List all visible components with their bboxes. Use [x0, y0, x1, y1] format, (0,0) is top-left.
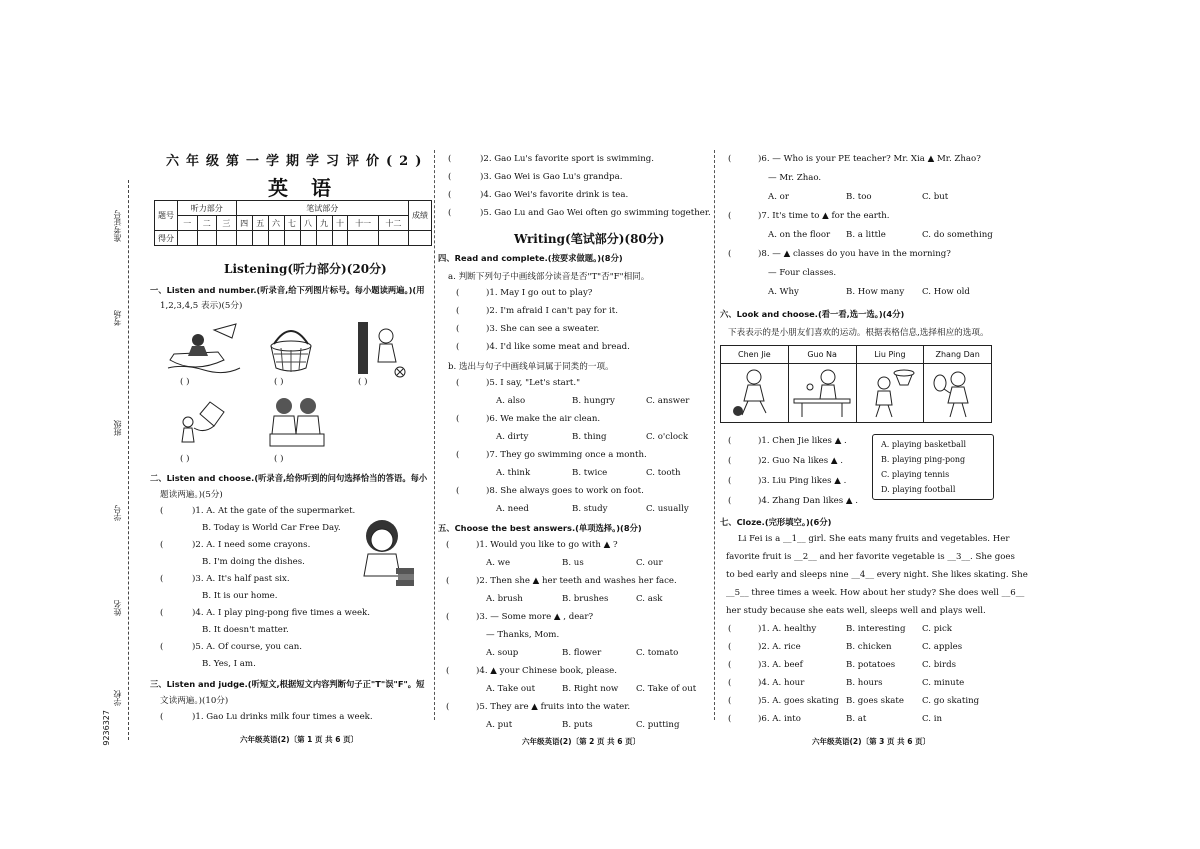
s5-q3-a: A. soup	[486, 648, 519, 658]
score-num: 五	[252, 216, 268, 231]
s6-q3: )3. Liu Ping likes ▲ .	[758, 476, 847, 486]
girl-with-headphones-picture	[350, 516, 420, 592]
s7-q5-a: )5. A. goes skating	[758, 696, 839, 706]
s2-q1-paren[interactable]: (	[160, 506, 164, 516]
s6-q1-paren[interactable]: (	[728, 436, 732, 446]
s4-part-a-heading: a. 判断下列句子中画线部分读音是否"T"否"F"相同。	[448, 272, 650, 282]
page-footer-2: 六年级英语(2)〔第 2 页 共 6 页〕	[522, 737, 641, 746]
s3-q3-paren[interactable]: (	[448, 172, 452, 182]
s2-q4-option-a: )4. A. I play ping-pong five times a week.	[192, 608, 370, 618]
s4-q4-paren[interactable]: (	[456, 342, 460, 352]
score-cell[interactable]	[217, 231, 237, 246]
s2-q3-option-b: B. It is our home.	[202, 591, 278, 601]
s2-q1-option-b: B. Today is World Car Free Day.	[202, 523, 341, 533]
s4-q7-a: A. think	[496, 468, 531, 478]
s7-q5-b: B. goes skate	[846, 696, 904, 706]
sports-option-d: D. playing football	[881, 485, 956, 494]
cloze-line-4: __5__ three times a week. How about her study? She does well __6__	[726, 588, 1025, 598]
s4-q8-c: C. usually	[646, 504, 689, 514]
score-cell[interactable]	[252, 231, 268, 246]
s7-q3-c: C. birds	[922, 660, 957, 670]
s7-q1-c: C. pick	[922, 624, 953, 634]
basketball-picture	[856, 364, 924, 423]
s2-q2-option-a: )2. A. I need some crayons.	[192, 540, 311, 550]
name-label: 姓名	[113, 600, 122, 616]
section-4-heading: 四、Read and complete.(按要求做题。)(8分)	[438, 253, 623, 263]
class-label: 班级	[113, 420, 122, 436]
s4-q1-paren[interactable]: (	[456, 288, 460, 298]
s7-q4-a: )4. A. hour	[758, 678, 805, 688]
s7-q3-paren[interactable]: (	[728, 660, 732, 670]
score-cell[interactable]	[316, 231, 332, 246]
boat-picture	[164, 316, 244, 376]
s5-q1-b: B. us	[562, 558, 584, 568]
s5-q4-paren[interactable]: (	[446, 666, 450, 676]
school-label: 学校	[113, 690, 122, 706]
section-7-heading: 七、Cloze.(完形填空。)(6分)	[720, 517, 832, 527]
section-6-heading: 六、Look and choose.(看一看,选一选。)(4分)	[720, 309, 905, 319]
column-divider	[714, 150, 715, 720]
s5-q8: )8. — ▲ classes do you have in the morning?	[758, 249, 951, 259]
tennis-picture	[924, 364, 992, 423]
answer-blank[interactable]: ( )	[180, 454, 190, 464]
tree-planting-picture	[350, 318, 410, 378]
s6-q3-paren[interactable]: (	[728, 476, 732, 486]
s4-q6: )6. We make the air clean.	[486, 414, 601, 424]
s2-q5-option-b: B. Yes, I am.	[202, 659, 256, 669]
exam-room-label: 考场	[113, 310, 122, 326]
s4-q7: )7. They go swimming once a month.	[486, 450, 647, 460]
s5-q2-b: B. brushes	[562, 594, 609, 604]
s3-q2-paren[interactable]: (	[448, 154, 452, 164]
s7-q1-b: B. interesting	[846, 624, 906, 634]
s5-q8-paren[interactable]: (	[728, 249, 732, 259]
score-cell[interactable]	[300, 231, 316, 246]
s5-q4-b: B. Right now	[562, 684, 619, 694]
s7-q4-b: B. hours	[846, 678, 883, 688]
section-1-heading: 一、Listen and number.(听录音,给下列图片标号。每小题读两遍。)(用	[150, 285, 425, 295]
s7-q1-a: )1. A. healthy	[758, 624, 817, 634]
s4-q4: )4. I'd like some meat and bread.	[486, 342, 630, 352]
score-num: 十二	[378, 216, 408, 231]
answer-blank[interactable]: ( )	[274, 454, 284, 464]
s4-q5-paren[interactable]: (	[456, 378, 460, 388]
name-liu-ping: Liu Ping	[856, 346, 924, 364]
s3-q2: )2. Gao Lu's favorite sport is swimming.	[480, 154, 654, 164]
column-divider	[434, 150, 435, 720]
s5-q1-c: C. our	[636, 558, 663, 568]
s5-q8-a: A. Why	[768, 287, 799, 297]
s3-q5-paren[interactable]: (	[448, 208, 452, 218]
s4-q8-a: A. need	[496, 504, 529, 514]
s4-q8: )8. She always goes to work on foot.	[486, 486, 644, 496]
serial-number: 9236327	[102, 710, 111, 746]
s5-q5-paren[interactable]: (	[446, 702, 450, 712]
score-cell[interactable]	[178, 231, 198, 246]
page-footer-3: 六年级英语(2)〔第 3 页 共 6 页〕	[812, 737, 931, 746]
s4-q3: )3. She can see a sweater.	[486, 324, 600, 334]
s5-q3: )3. — Some more ▲ , dear?	[476, 612, 594, 622]
writing-title: Writing(笔试部分)(80分)	[514, 232, 665, 246]
score-head-total: 成绩	[409, 201, 432, 231]
section-5-heading: 五、Choose the best answers.(单项选择。)(8分)	[438, 523, 642, 533]
s5-q3-c: C. tomato	[636, 648, 679, 658]
s6-q2-paren[interactable]: (	[728, 456, 732, 466]
s5-q4: )4. ▲ your Chinese book, please.	[476, 666, 617, 676]
score-num: 十一	[348, 216, 378, 231]
score-num: 一	[178, 216, 198, 231]
s5-q7-a: A. on the floor	[768, 230, 831, 240]
ping-pong-picture	[788, 364, 856, 423]
s5-q8-b: B. How many	[846, 287, 905, 297]
s6-q1: )1. Chen Jie likes ▲ .	[758, 436, 847, 446]
s2-q5-paren[interactable]: (	[160, 642, 164, 652]
subject-title: 英 语	[268, 176, 339, 200]
s5-q8-c: C. How old	[922, 287, 970, 297]
s5-q7-c: C. do something	[922, 230, 993, 240]
cloze-line-3: to bed early and sleeps nine __4__ every night. She likes skating. She	[726, 570, 1028, 580]
s5-q6-reply: — Mr. Zhao.	[768, 173, 822, 183]
sports-option-b: B. playing ping-pong	[881, 455, 966, 464]
dashed-cut-line	[128, 180, 129, 740]
s7-q2-b: B. chicken	[846, 642, 892, 652]
s4-q3-paren[interactable]: (	[456, 324, 460, 334]
s5-q3-reply: — Thanks, Mom.	[486, 630, 560, 640]
score-num: 三	[217, 216, 237, 231]
s5-q6: )6. — Who is your PE teacher? Mr. Xia ▲ Mr. Zhao?	[758, 154, 981, 164]
cloze-line-1: Li Fei is a __1__ girl. She eats many fruits and vegetables. Her	[738, 534, 1010, 544]
s5-q7-b: B. a little	[846, 230, 886, 240]
s4-q8-b: B. study	[572, 504, 608, 514]
s7-q1-paren[interactable]: (	[728, 624, 732, 634]
score-num: 六	[268, 216, 284, 231]
s7-q4-c: C. minute	[922, 678, 965, 688]
s7-q4-paren[interactable]: (	[728, 678, 732, 688]
s7-q6-b: B. at	[846, 714, 867, 724]
s4-part-b-heading: b. 选出与句子中画线单词属于同类的一项。	[448, 362, 614, 372]
s5-q3-b: B. flower	[562, 648, 602, 658]
s6-q4-paren[interactable]: (	[728, 496, 732, 506]
s7-q6-c: C. in	[922, 714, 943, 724]
s2-q3-option-a: )3. A. It's half past six.	[192, 574, 290, 584]
listening-title: Listening(听力部分)(20分)	[224, 262, 387, 276]
s7-q5-paren[interactable]: (	[728, 696, 732, 706]
s3-q4: )4. Gao Wei's favorite drink is tea.	[480, 190, 629, 200]
s4-q7-b: B. twice	[572, 468, 608, 478]
football-picture	[721, 364, 789, 423]
s3-q3: )3. Gao Wei is Gao Lu's grandpa.	[480, 172, 623, 182]
s4-q7-paren[interactable]: (	[456, 450, 460, 460]
s5-q2-c: C. ask	[636, 594, 663, 604]
score-num: 四	[236, 216, 252, 231]
s5-q5-a: A. put	[486, 720, 513, 730]
s2-q2-paren[interactable]: (	[160, 540, 164, 550]
s2-q5-option-a: )5. A. Of course, you can.	[192, 642, 302, 652]
page-footer-1: 六年级英语(2)〔第 1 页 共 6 页〕	[240, 735, 359, 744]
score-head-score: 得分	[155, 231, 178, 246]
s4-q5-a: A. also	[496, 396, 526, 406]
score-cell[interactable]	[197, 231, 217, 246]
s5-q3-paren[interactable]: (	[446, 612, 450, 622]
sports-options-box	[872, 434, 994, 500]
s7-q5-c: C. go skating	[922, 696, 980, 706]
s4-q6-b: B. thing	[572, 432, 607, 442]
name-chen-jie: Chen Jie	[721, 346, 789, 364]
s4-q5-c: C. answer	[646, 396, 690, 406]
sports-option-a: A. playing basketball	[881, 440, 967, 449]
s7-q2-c: C. apples	[922, 642, 963, 652]
s7-q2-a: )2. A. rice	[758, 642, 801, 652]
basket-picture	[264, 320, 318, 376]
s7-q3-a: )3. A. beef	[758, 660, 803, 670]
s5-q6-a: A. or	[768, 192, 789, 202]
s4-q6-a: A. dirty	[496, 432, 529, 442]
score-cell[interactable]	[236, 231, 252, 246]
s5-q6-paren[interactable]: (	[728, 154, 732, 164]
s5-q5-c: C. putting	[636, 720, 680, 730]
score-cell[interactable]	[332, 231, 348, 246]
score-num: 十	[332, 216, 348, 231]
s5-q2-a: A. brush	[486, 594, 523, 604]
s5-q7: )7. It's time to ▲ for the earth.	[758, 211, 890, 221]
s2-q1-option-a: )1. A. At the gate of the supermarket.	[192, 506, 356, 516]
score-cell[interactable]	[409, 231, 432, 246]
student-number-label: 学号	[113, 505, 122, 521]
s5-q6-b: B. too	[846, 192, 872, 202]
s5-q6-c: C. but	[922, 192, 949, 202]
s2-q4-option-b: B. It doesn't matter.	[202, 625, 289, 635]
section-3-heading: 三、Listen and judge.(听短文,根据短文内容判断句子正"T"误"F"。短	[150, 679, 425, 689]
answer-blank[interactable]: ( )	[358, 377, 368, 387]
s4-q5: )5. I say, "Let's start."	[486, 378, 581, 388]
s4-q2-paren[interactable]: (	[456, 306, 460, 316]
s3-q4-paren[interactable]: (	[448, 190, 452, 200]
s2-q2-option-b: B. I'm doing the dishes.	[202, 557, 305, 567]
score-cell[interactable]	[268, 231, 284, 246]
section-3-heading-cont: 文读两遍。)(10分)	[160, 696, 229, 706]
s5-q5: )5. They are ▲ fruits into the water.	[476, 702, 631, 712]
s4-q7-c: C. tooth	[646, 468, 681, 478]
score-cell[interactable]	[348, 231, 378, 246]
s5-q1-a: A. we	[486, 558, 511, 568]
s5-q1-paren[interactable]: (	[446, 540, 450, 550]
s4-q1: )1. May I go out to play?	[486, 288, 593, 298]
s2-q3-paren[interactable]: (	[160, 574, 164, 584]
score-num: 二	[197, 216, 217, 231]
score-cell[interactable]	[284, 231, 300, 246]
cloze-line-5: her study because she eats well, sleeps well and plays well.	[726, 606, 986, 616]
cloze-line-2: favorite fruit is __2__ and her favorite vegetable is __3__. She goes	[726, 552, 1015, 562]
s6-q4: )4. Zhang Dan likes ▲ .	[758, 496, 858, 506]
score-head-writing: 笔试部分	[236, 201, 408, 216]
sports-option-c: C. playing tennis	[881, 470, 950, 479]
s3-q5: )5. Gao Lu and Gao Wei often go swimming together.	[480, 208, 711, 218]
s5-q4-a: A. Take out	[486, 684, 536, 694]
name-zhang-dan: Zhang Dan	[924, 346, 992, 364]
s7-q6-a: )6. A. into	[758, 714, 801, 724]
binding-strip	[102, 180, 134, 746]
answer-blank[interactable]: ( )	[180, 377, 190, 387]
kite-picture	[174, 398, 230, 450]
score-num: 八	[300, 216, 316, 231]
section-2-heading: 二、Listen and choose.(听录音,给你听到的问句选择恰当的答语。每小	[150, 473, 428, 483]
s5-q5-b: B. puts	[562, 720, 593, 730]
score-head-qno: 题号	[155, 201, 178, 231]
s5-q4-c: C. Take of out	[636, 684, 697, 694]
section-6-description: 下表表示的是小朋友们喜欢的运动。根据表格信息,选择相应的选项。	[728, 328, 989, 338]
s4-q6-c: C. o'clock	[646, 432, 689, 442]
s5-q7-paren[interactable]: (	[728, 211, 732, 221]
s4-q2: )2. I'm afraid I can't pay for it.	[486, 306, 618, 316]
score-num: 七	[284, 216, 300, 231]
section-2-heading-cont: 题读两遍。)(5分)	[160, 490, 223, 500]
section-1-heading-cont: 1,2,3,4,5 表示)(5分)	[160, 301, 243, 311]
score-table	[154, 200, 432, 246]
s5-q8-reply: — Four classes.	[768, 268, 837, 278]
reading-family-picture	[262, 394, 332, 454]
s3-q1-paren[interactable]: (	[160, 712, 164, 722]
s6-q2: )2. Guo Na likes ▲ .	[758, 456, 843, 466]
s5-q1: )1. Would you like to go with ▲ ?	[476, 540, 618, 550]
s5-q2-paren[interactable]: (	[446, 576, 450, 586]
s4-q6-paren[interactable]: (	[456, 414, 460, 424]
s4-q8-paren[interactable]: (	[456, 486, 460, 496]
s5-q2: )2. Then she ▲ her teeth and washes her face.	[476, 576, 677, 586]
s7-q2-paren[interactable]: (	[728, 642, 732, 652]
s7-q3-b: B. potatoes	[846, 660, 896, 670]
score-cell[interactable]	[378, 231, 408, 246]
exam-title: 六年级第一学期学习评价(2)	[166, 154, 429, 169]
s3-q1: )1. Gao Lu drinks milk four times a week.	[192, 712, 373, 722]
exam-id-label: 准考证号	[113, 210, 122, 242]
score-num: 九	[316, 216, 332, 231]
s7-q6-paren[interactable]: (	[728, 714, 732, 724]
sports-table	[720, 345, 992, 423]
s2-q4-paren[interactable]: (	[160, 608, 164, 618]
s4-q5-b: B. hungry	[572, 396, 615, 406]
score-head-listening: 听力部分	[178, 201, 237, 216]
answer-blank[interactable]: ( )	[274, 377, 284, 387]
name-guo-na: Guo Na	[788, 346, 856, 364]
